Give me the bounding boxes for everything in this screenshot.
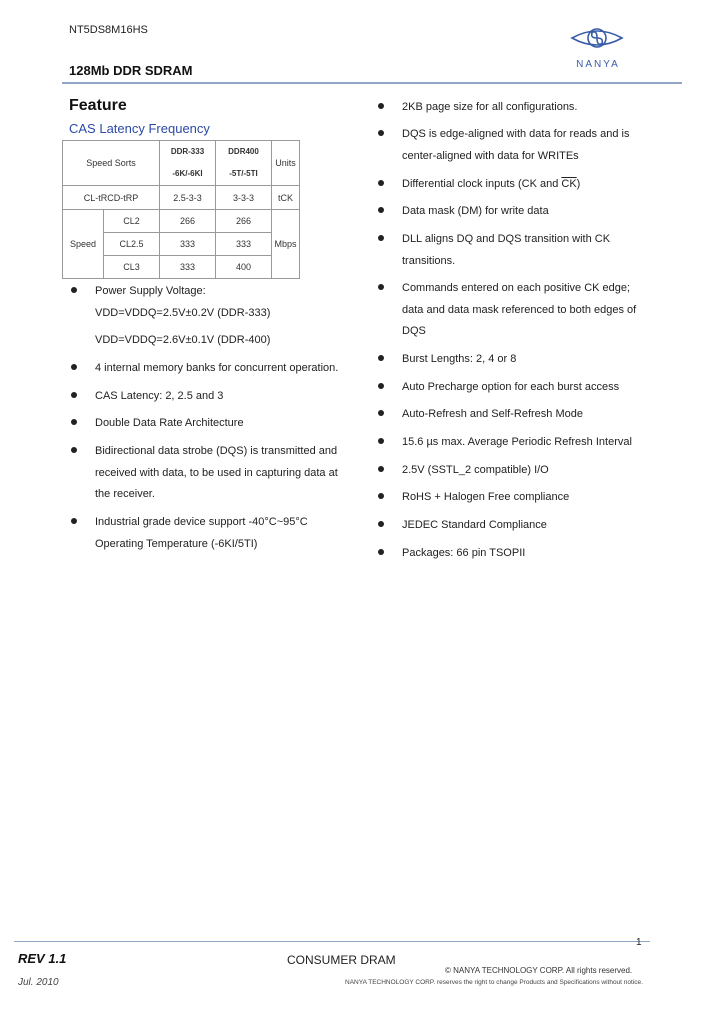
bullet-icon: [378, 355, 384, 361]
list-item: Power Supply Voltage:: [95, 280, 206, 302]
list-item: Auto-Refresh and Self-Refresh Mode: [402, 403, 583, 425]
list-item-continuation: the receiver.: [95, 488, 155, 500]
list-item: 2.5V (SSTL_2 compatible) I/O: [402, 459, 549, 481]
speed-label: Speed: [63, 233, 104, 256]
timing-ddr333: 2.5-3-3: [159, 186, 215, 210]
table-cell: 333: [215, 233, 271, 256]
timing-ddr400: 3-3-3: [215, 186, 271, 210]
list-item: Burst Lengths: 2, 4 or 8: [402, 348, 516, 370]
ck-bar: $\overline{CK}$: [561, 178, 577, 190]
list-item-continuation: VDD=VDDQ=2.5V±0.2V (DDR-333): [95, 307, 271, 319]
bullet-icon: [378, 383, 384, 389]
table-cell: 333: [159, 256, 215, 279]
list-item-continuation: center-aligned with data for WRITEs: [402, 150, 579, 162]
list-item: RoHS + Halogen Free compliance: [402, 486, 569, 508]
list-item: Packages: 66 pin TSOPII: [402, 542, 525, 564]
bullet-icon: [378, 103, 384, 109]
cl-label: CL3: [104, 256, 160, 279]
list-item-continuation: Operating Temperature (-6KI/5TI): [95, 538, 258, 550]
speed-unit: Mbps: [271, 233, 299, 256]
ddr400-label: DDR400: [228, 147, 259, 156]
bullet-icon: [378, 284, 384, 290]
cas-latency-table: [62, 140, 300, 279]
timing-unit: tCK: [271, 186, 299, 210]
logo-wordmark: NANYA: [576, 59, 620, 70]
copyright-notice: © NANYA TECHNOLOGY CORP. All rights reserved.: [445, 966, 633, 975]
list-item: 2KB page size for all configurations.: [402, 96, 578, 118]
document-title: 128Mb DDR SDRAM: [69, 63, 193, 78]
table-cell: 266: [215, 210, 271, 233]
list-item: 15.6 µs max. Average Periodic Refresh Interval: [402, 431, 632, 453]
bullet-icon: [71, 447, 77, 453]
legal-notice: NANYA TECHNOLOGY CORP. reserves the right to change Products and Specifications without notice.: [345, 979, 643, 986]
table-header-ddr400: [215, 141, 271, 186]
cas-latency-heading: CAS Latency Frequency: [69, 121, 210, 136]
list-item-continuation: DQS: [402, 325, 426, 337]
list-item-continuation: transitions.: [402, 255, 456, 267]
bullet-icon: [378, 180, 384, 186]
bullet-icon: [378, 235, 384, 241]
bullet-icon: [71, 419, 77, 425]
feature-heading: Feature: [69, 97, 127, 114]
bullet-icon: [71, 287, 77, 293]
list-item: CAS Latency: 2, 2.5 and 3: [95, 385, 223, 407]
list-item: DQS is edge-aligned with data for reads and is: [402, 123, 629, 145]
list-item-continuation: VDD=VDDQ=2.6V±0.1V (DDR-400): [95, 334, 271, 346]
bullet-icon: [378, 207, 384, 213]
header-divider: [62, 82, 682, 84]
page-number: 1: [636, 937, 642, 948]
bullet-icon: [378, 438, 384, 444]
bullet-icon: [378, 549, 384, 555]
bullet-icon: [378, 410, 384, 416]
footer-divider: [14, 941, 650, 942]
list-item: JEDEC Standard Compliance: [402, 514, 547, 536]
table-cell: 266: [159, 210, 215, 233]
part-number: NT5DS8M16HS: [69, 24, 148, 36]
list-item: Differential clock inputs (CK and $\overline{CK}$): [402, 173, 580, 195]
list-item: Data mask (DM) for write data: [402, 200, 549, 222]
bullet-icon: [71, 392, 77, 398]
table-header-speed-sorts: Speed Sorts: [63, 141, 160, 186]
bullet-icon: [71, 518, 77, 524]
timing-label: CL-tRCD-tRP: [63, 186, 160, 210]
list-item: Double Data Rate Architecture: [95, 412, 244, 434]
ddr333-label: DDR-333: [170, 147, 205, 156]
cl-label: CL2: [104, 210, 160, 233]
list-item: Commands entered on each positive CK edge;: [402, 277, 630, 299]
table-header-units: Units: [271, 141, 299, 186]
table-header-ddr333: [159, 141, 215, 186]
revision-date: Jul. 2010: [18, 977, 59, 988]
bullet-icon: [378, 493, 384, 499]
cl-label: CL2.5: [104, 233, 160, 256]
list-item-continuation: received with data, to be used in capturing data at: [95, 467, 338, 479]
list-item: DLL aligns DQ and DQS transition with CK: [402, 228, 610, 250]
bullet-icon: [378, 521, 384, 527]
bullet-icon: [71, 364, 77, 370]
list-item: Industrial grade device support -40°C~95°C: [95, 511, 308, 533]
table-cell: 333: [159, 233, 215, 256]
product-category: CONSUMER DRAM: [287, 953, 396, 967]
list-item: Bidirectional data strobe (DQS) is transmitted and: [95, 440, 337, 462]
bullet-icon: [378, 130, 384, 136]
revision-label: REV 1.1: [18, 951, 67, 966]
bullet-icon: [378, 466, 384, 472]
table-cell: 400: [215, 256, 271, 279]
list-item: Auto Precharge option for each burst access: [402, 376, 619, 398]
list-item-continuation: data and data mask referenced to both edges of: [402, 304, 637, 316]
ddr400-grade: -5T/-5TI: [229, 169, 258, 178]
ddr333-grade: -6K/-6KI: [172, 169, 203, 178]
list-item: 4 internal memory banks for concurrent operation.: [95, 357, 338, 379]
